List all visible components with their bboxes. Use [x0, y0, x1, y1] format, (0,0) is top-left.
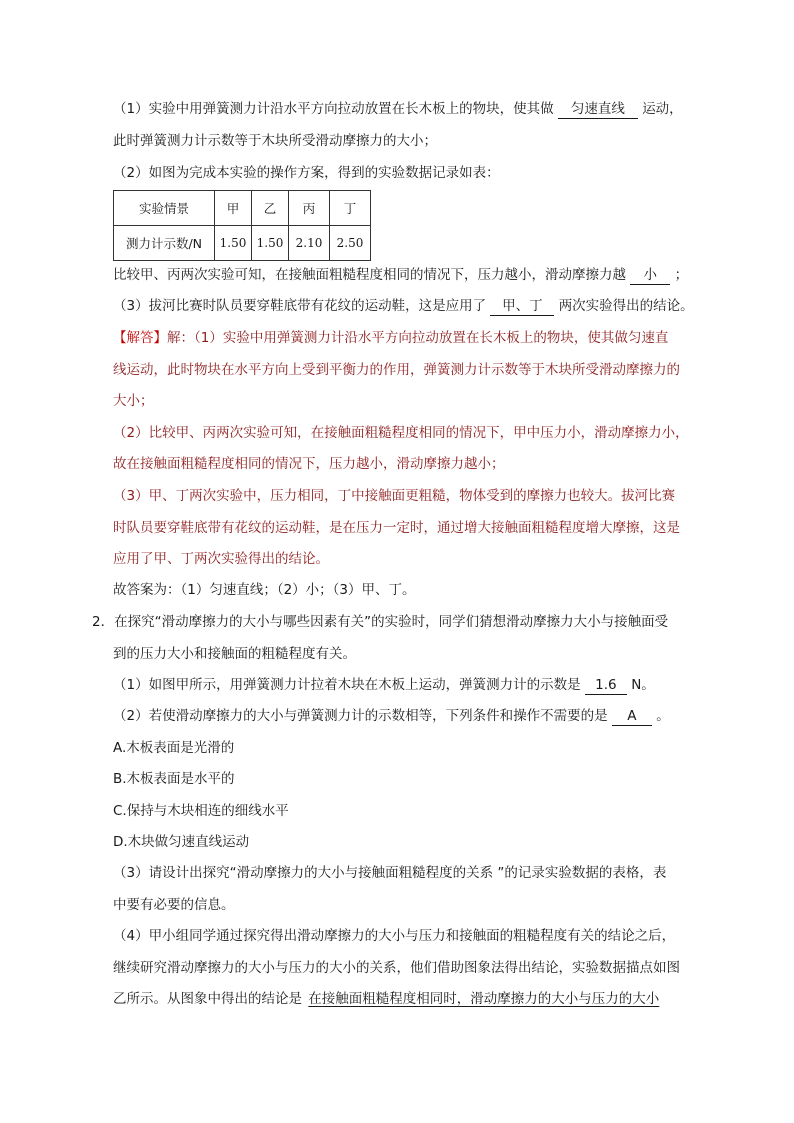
q1-part3-text: （3）拔河比赛时队员要穿鞋底带有花纹的运动鞋，这是应用了 [113, 298, 487, 314]
table-header-cell: 丁 [330, 191, 371, 226]
q1-part1-line2: 此时弹簧测力计示数等于木块所受滑动摩擦力的大小； [113, 133, 437, 149]
solution-line-4: （2）比较甲、丙两次实验可知，在接触面粗糙程度相同的情况下，甲中压力小，滑动摩擦力小， [113, 425, 689, 441]
solution-tag: 【解答】 [113, 330, 167, 346]
q1-part1-text: （1）实验中用弹簧测力计沿水平方向拉动放置在长木板上的物块，使其做 [113, 101, 554, 117]
q2-part3-line1: （3）请设计出探究“滑动摩擦力的大小与接触面粗糙程度的关系 ”的记录实验数据的表格，表 [113, 865, 667, 881]
q1-part1-line1 [113, 99, 683, 119]
q2-part2-text: （2）若使滑动摩擦力的大小与弹簧测力计的示数相等，下列条件和操作不需要的是 [113, 708, 608, 724]
q2-part2-text-end: 。 [656, 708, 670, 724]
table-header-cell: 乙 [252, 191, 289, 226]
final-answer: 故答案为：（1）匀速直线；（2）小；（3）甲、丁。 [113, 582, 416, 598]
q2-part1-answer: 1.6 [585, 676, 627, 695]
q2-option-a: A.木板表面是光滑的 [113, 740, 235, 756]
q2-option-d: D.木块做匀速直线运动 [113, 834, 250, 850]
q2-option-c: C.保持与木块相连的细线水平 [113, 803, 289, 819]
q2-part4-answer: 在接触面粗糙程度相同时，滑动摩擦力的大小与压力的大小 [308, 991, 660, 1007]
q2-part2-line [113, 706, 670, 726]
q2-number: 2． [92, 614, 115, 630]
q2-part4-text: 乙所示。从图象中得出的结论是 [113, 991, 302, 1007]
q2-stem-line1 [92, 612, 668, 632]
table-row [114, 226, 371, 261]
table-cell: 2.10 [289, 226, 330, 261]
q2-part1-unit: N。 [631, 677, 655, 693]
table-cell: 测力计示数/N [114, 226, 215, 261]
q2-part2-answer: A [612, 707, 652, 726]
table-header-cell: 丙 [289, 191, 330, 226]
q2-stem-text: 在探究“滑动摩擦力的大小与哪些因素有关”的实验时，同学们猜想滑动摩擦力大小与接触面受 [114, 614, 669, 630]
table-cell: 1.50 [215, 226, 252, 261]
solution-line-2: 线运动，此时物块在水平方向上受到平衡力的作用，弹簧测力计示数等于木块所受滑动摩擦力的 [113, 362, 680, 378]
q1-part3-line [113, 296, 694, 316]
solution-line-6: （3）甲、丁两次实验中，压力相同，丁中接触面更粗糙，物体受到的摩擦力也较大。拔河比赛 [113, 488, 676, 504]
solution-text: 解：（1）实验中用弹簧测力计沿水平方向拉动放置在长木板上的物块，使其做匀速直 [167, 330, 669, 346]
q2-part4-line1: （4）甲小组同学通过探究得出滑动摩擦力的大小与压力和接触面的粗糙程度有关的结论之后， [113, 928, 676, 944]
q1-part2-conclusion-end: ； [674, 267, 689, 283]
q2-part1-text: （1）如图甲所示，用弹簧测力计拉着木块在木板上运动，弹簧测力计的示数是 [113, 677, 581, 693]
q1-part2-answer: 小 [630, 266, 670, 285]
q2-part1-line [113, 675, 655, 695]
solution-line-1 [113, 328, 668, 348]
q2-part3-line2: 中要有必要的信息。 [113, 897, 235, 913]
table-header-row [114, 191, 371, 226]
solution-line-8: 应用了甲、丁两次实验得出的结论。 [113, 551, 329, 567]
q1-part3-answer: 甲、丁 [490, 297, 554, 316]
table-header-cell: 实验情景 [114, 191, 215, 226]
q2-stem-line2: 到的压力大小和接触面的粗糙程度有关。 [113, 646, 356, 662]
q2-part4-line2: 继续研究滑动摩擦力的大小与压力的大小的关系，他们借助图象法得出结论，实验数据描点如图 [113, 960, 680, 976]
solution-line-3: 大小； [113, 393, 154, 409]
q1-part1-text-end: 运动， [642, 101, 683, 117]
q1-part2-line: （2）如图为完成本实验的操作方案，得到的实验数据记录如表： [113, 165, 500, 181]
solution-line-5: 故在接触面粗糙程度相同的情况下，压力越小，滑动摩擦力越小； [113, 456, 505, 472]
q1-part2-conclusion-text: 比较甲、丙两次实验可知，在接触面粗糙程度相同的情况下，压力越小，滑动摩擦力越 [113, 267, 626, 283]
q1-part2-conclusion [113, 265, 688, 285]
table-cell: 2.50 [330, 226, 371, 261]
q2-option-b: B.木板表面是水平的 [113, 771, 235, 787]
q2-part4-line3 [113, 989, 661, 1009]
q1-part3-text-end: 两次实验得出的结论。 [558, 298, 694, 314]
q1-part1-answer: 匀速直线 [558, 100, 638, 119]
q1-data-table [113, 190, 371, 261]
solution-line-7: 时队员要穿鞋底带有花纹的运动鞋，是在压力一定时，通过增大接触面粗糙程度增大摩擦，这是 [113, 520, 680, 536]
table-cell: 1.50 [252, 226, 289, 261]
table-header-cell: 甲 [215, 191, 252, 226]
